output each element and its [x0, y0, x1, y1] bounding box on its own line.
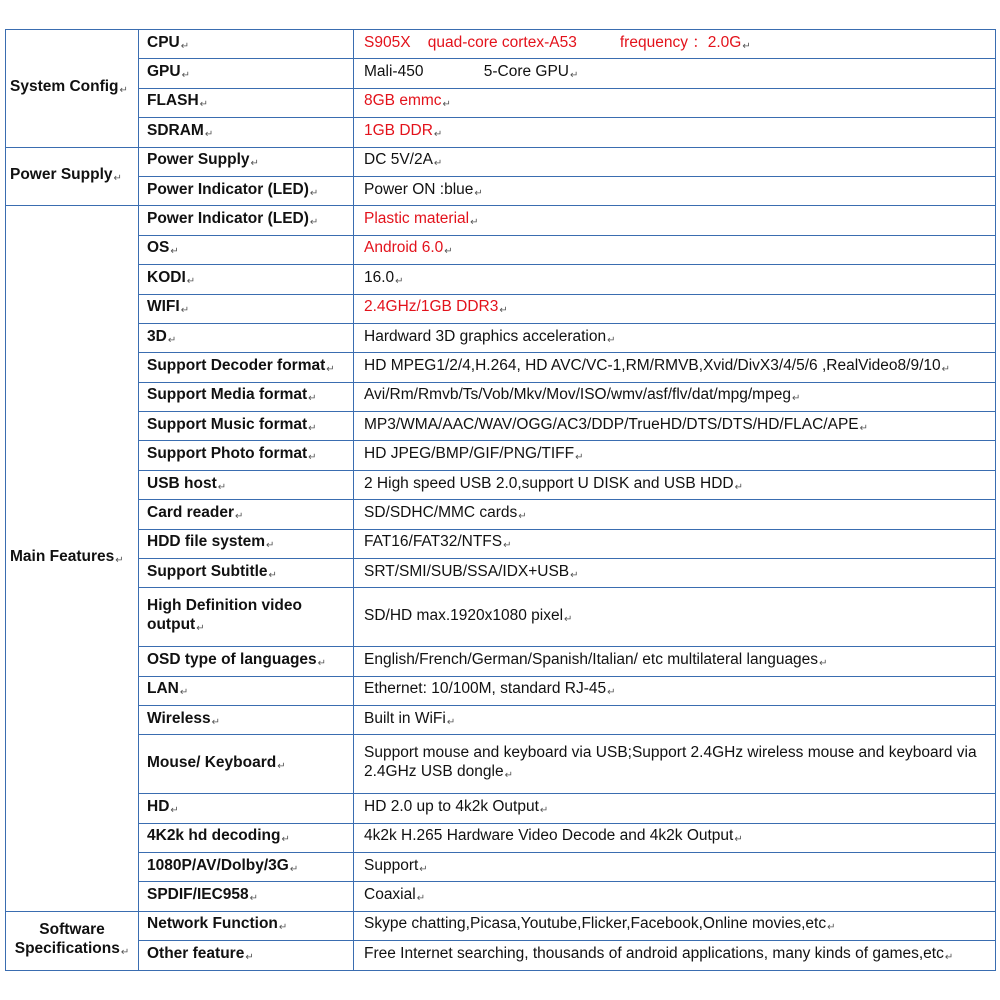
spec-value: Hardward 3D graphics acceleration	[364, 327, 607, 345]
section-category-label: System Config	[10, 77, 119, 95]
paragraph-mark-icon: ↵	[433, 128, 443, 140]
paragraph-mark-icon: ↵	[442, 99, 451, 111]
spec-label: Power Indicator (LED)	[147, 210, 309, 228]
paragraph-mark-icon: ↵	[416, 893, 426, 905]
paragraph-mark-icon: ↵	[504, 770, 513, 782]
paragraph-mark-icon: ↵	[245, 951, 254, 963]
section-category	[6, 206, 139, 911]
paragraph-mark-icon: ↵	[167, 334, 177, 346]
spec-value-cell	[354, 176, 996, 205]
paragraph-mark-icon: ↵	[607, 334, 616, 346]
paragraph-mark-icon: ↵	[308, 452, 317, 464]
spec-label-cell	[139, 353, 354, 382]
spec-value-cell	[354, 382, 996, 411]
spec-row	[6, 882, 996, 911]
spec-value: 16.0	[364, 268, 395, 286]
spec-value-cell	[354, 588, 996, 647]
spec-row	[6, 323, 996, 352]
spec-value: 8GB emmc	[364, 92, 442, 110]
spec-table	[5, 29, 996, 971]
spec-value-cell	[354, 147, 996, 176]
paragraph-mark-icon: ↵	[266, 540, 275, 552]
spec-label: Support Subtitle	[147, 562, 268, 580]
spec-value: Support mouse and keyboard via USB;Support 2.4GHz wireless mouse and keyboard via 2.4GHz USB dongle	[364, 744, 981, 781]
spec-label: OS	[147, 239, 170, 257]
spec-label: Power Supply	[147, 151, 250, 169]
spec-label: USB host	[147, 474, 217, 492]
spec-value-cell	[354, 941, 996, 970]
spec-value: HD 2.0 up to 4k2k Output	[364, 797, 539, 815]
paragraph-mark-icon: ↵	[503, 540, 512, 552]
paragraph-mark-icon: ↵	[564, 613, 573, 625]
spec-label: CPU	[147, 33, 180, 51]
spec-label-cell	[139, 88, 354, 117]
spec-label-cell	[139, 735, 354, 794]
paragraph-mark-icon: ↵	[575, 452, 584, 464]
spec-row	[6, 441, 996, 470]
spec-value: DC 5V/2A	[364, 151, 433, 169]
spec-row	[6, 235, 996, 264]
spec-label: Card reader	[147, 503, 235, 521]
spec-label-cell	[139, 59, 354, 88]
paragraph-mark-icon: ↵	[235, 510, 244, 522]
spec-label: Support Photo format	[147, 445, 308, 463]
paragraph-mark-icon: ↵	[941, 363, 951, 375]
paragraph-mark-icon: ↵	[317, 657, 327, 669]
spec-label-cell	[139, 852, 354, 881]
spec-row	[6, 265, 996, 294]
paragraph-mark-icon: ↵	[196, 623, 205, 635]
spec-label: SDRAM	[147, 121, 204, 139]
paragraph-mark-icon: ↵	[179, 687, 189, 699]
section-category	[6, 30, 139, 148]
paragraph-mark-icon: ↵	[446, 716, 456, 728]
spec-value: Power ON :blue	[364, 180, 474, 198]
spec-label-cell	[139, 794, 354, 823]
paragraph-mark-icon: ↵	[308, 422, 317, 434]
paragraph-mark-icon: ↵	[217, 481, 227, 493]
spec-value-cell	[354, 206, 996, 235]
spec-value-cell	[354, 235, 996, 264]
spec-label-cell	[139, 30, 354, 59]
spec-label-cell	[139, 412, 354, 441]
paragraph-mark-icon: ↵	[859, 422, 869, 434]
section-category-label: Power Supply	[10, 165, 113, 183]
paragraph-mark-icon: ↵	[734, 834, 743, 846]
spec-label: 1080P/AV/Dolby/3G	[147, 856, 289, 874]
spec-label-cell	[139, 470, 354, 499]
spec-value: 2 High speed USB 2.0,support U DISK and USB HDD	[364, 474, 734, 492]
spec-label-cell	[139, 882, 354, 911]
spec-value-cell	[354, 500, 996, 529]
spec-value: HD MPEG1/2/4,H.264, HD AVC/VC-1,RM/RMVB,Xvid/DivX3/4/5/6 ,RealVideo8/9/10	[364, 356, 941, 374]
spec-label: KODI	[147, 268, 186, 286]
spec-row	[6, 588, 996, 647]
paragraph-mark-icon: ↵	[199, 99, 209, 111]
spec-label-cell	[139, 382, 354, 411]
spec-value: FAT16/FAT32/NTFS	[364, 533, 503, 551]
spec-value-cell	[354, 353, 996, 382]
spec-value: 4k2k H.265 Hardware Video Decode and 4k2k Output	[364, 827, 734, 845]
spec-value: SD/SDHC/MMC cards	[364, 503, 518, 521]
paragraph-mark-icon: ↵	[944, 951, 954, 963]
spec-value-cell	[354, 441, 996, 470]
spec-value: S905X quad-core cortex-A53 frequency ：2.0G	[364, 33, 742, 51]
paragraph-mark-icon: ↵	[250, 158, 259, 170]
paragraph-mark-icon: ↵	[419, 863, 428, 875]
spec-label-cell	[139, 676, 354, 705]
spec-row	[6, 147, 996, 176]
spec-label-cell	[139, 588, 354, 647]
spec-value: HD JPEG/BMP/GIF/PNG/TIFF	[364, 445, 575, 463]
spec-label: WIFI	[147, 298, 180, 316]
spec-label-cell	[139, 823, 354, 852]
spec-value: Support	[364, 856, 419, 874]
spec-label-cell	[139, 941, 354, 970]
paragraph-mark-icon: ↵	[326, 363, 335, 375]
spec-value-cell	[354, 323, 996, 352]
spec-value: Ethernet: 10/100M, standard RJ-45	[364, 680, 607, 698]
section-category-label: Software Specifications	[14, 920, 120, 957]
paragraph-mark-icon: ↵	[470, 217, 479, 229]
spec-row	[6, 118, 996, 147]
spec-label-cell	[139, 118, 354, 147]
paragraph-mark-icon: ↵	[181, 70, 190, 82]
spec-value: Avi/Rm/Rmvb/Ts/Vob/Mkv/Mov/ISO/wmv/asf/flv/dat/mpg/mpeg	[364, 386, 791, 404]
spec-label: Power Indicator (LED)	[147, 180, 309, 198]
spec-value-cell	[354, 794, 996, 823]
section-category	[6, 147, 139, 206]
paragraph-mark-icon: ↵	[819, 657, 828, 669]
spec-label-cell	[139, 647, 354, 676]
section-category	[6, 911, 139, 970]
spec-row	[6, 911, 996, 940]
spec-label-cell	[139, 559, 354, 588]
spec-value-cell	[354, 529, 996, 558]
spec-label: Network Function	[147, 915, 278, 933]
spec-value-cell	[354, 30, 996, 59]
spec-row	[6, 559, 996, 588]
paragraph-mark-icon: ↵	[395, 275, 404, 287]
paragraph-mark-icon: ↵	[309, 187, 319, 199]
paragraph-mark-icon: ↵	[180, 305, 190, 317]
spec-value-cell	[354, 412, 996, 441]
paragraph-mark-icon: ↵	[499, 305, 508, 317]
spec-row	[6, 706, 996, 735]
spec-label: GPU	[147, 63, 181, 81]
spec-row	[6, 529, 996, 558]
paragraph-mark-icon: ↵	[570, 70, 579, 82]
spec-label: 4K2k hd decoding	[147, 827, 281, 845]
paragraph-mark-icon: ↵	[289, 863, 299, 875]
paragraph-mark-icon: ↵	[249, 893, 259, 905]
spec-value: 2.4GHz/1GB DDR3	[364, 298, 499, 316]
spec-row	[6, 176, 996, 205]
spec-value-cell	[354, 882, 996, 911]
paragraph-mark-icon: ↵	[308, 393, 317, 405]
spec-value: Free Internet searching, thousands of android applications, many kinds of games,etc	[364, 944, 944, 962]
spec-row	[6, 412, 996, 441]
spec-label-cell	[139, 529, 354, 558]
spec-label-cell	[139, 911, 354, 940]
spec-label: SPDIF/IEC958	[147, 886, 249, 904]
spec-value: MP3/WMA/AAC/WAV/OGG/AC3/DDP/TrueHD/DTS/DTS/HD/FLAC/APE	[364, 415, 859, 433]
spec-row	[6, 382, 996, 411]
spec-value-cell	[354, 59, 996, 88]
paragraph-mark-icon: ↵	[734, 481, 743, 493]
spec-value: Plastic material	[364, 210, 470, 228]
spec-value: SRT/SMI/SUB/SSA/IDX+USB	[364, 562, 570, 580]
paragraph-mark-icon: ↵	[119, 84, 128, 96]
spec-label: HDD file system	[147, 533, 266, 551]
spec-label-cell	[139, 176, 354, 205]
spec-value: Coaxial	[364, 886, 416, 904]
spec-label: Support Music format	[147, 415, 308, 433]
paragraph-mark-icon: ↵	[115, 555, 124, 567]
spec-row	[6, 30, 996, 59]
spec-value: SD/HD max.1920x1080 pixel	[364, 606, 564, 624]
spec-label: HD	[147, 797, 170, 815]
spec-row	[6, 353, 996, 382]
spec-label: Support Decoder format	[147, 356, 326, 374]
paragraph-mark-icon: ↵	[827, 922, 836, 934]
spec-row	[6, 206, 996, 235]
spec-label: Mouse/ Keyboard	[147, 753, 277, 771]
spec-table-body	[6, 30, 996, 971]
spec-row	[6, 941, 996, 970]
spec-label: Other feature	[147, 944, 245, 962]
spec-value-cell	[354, 470, 996, 499]
spec-value: Mali-450 5-Core GPU	[364, 63, 570, 81]
spec-row	[6, 470, 996, 499]
spec-value-cell	[354, 88, 996, 117]
paragraph-mark-icon: ↵	[120, 946, 130, 958]
paragraph-mark-icon: ↵	[444, 246, 453, 258]
paragraph-mark-icon: ↵	[309, 217, 319, 229]
spec-value-cell	[354, 294, 996, 323]
paragraph-mark-icon: ↵	[278, 922, 288, 934]
paragraph-mark-icon: ↵	[277, 760, 286, 772]
spec-label-cell	[139, 235, 354, 264]
paragraph-mark-icon: ↵	[113, 172, 122, 184]
spec-label: Wireless	[147, 709, 211, 727]
paragraph-mark-icon: ↵	[170, 804, 179, 816]
section-category-label: Main Features	[10, 548, 115, 566]
spec-value-cell	[354, 265, 996, 294]
spec-label: 3D	[147, 327, 167, 345]
spec-label-cell	[139, 441, 354, 470]
spec-row	[6, 88, 996, 117]
paragraph-mark-icon: ↵	[186, 275, 196, 287]
spec-label: LAN	[147, 680, 179, 698]
spec-label-cell	[139, 206, 354, 235]
spec-label: FLASH	[147, 92, 199, 110]
paragraph-mark-icon: ↵	[211, 716, 221, 728]
spec-row	[6, 676, 996, 705]
paragraph-mark-icon: ↵	[742, 40, 751, 52]
spec-value: English/French/German/Spanish/Italian/ etc multilateral languages	[364, 650, 819, 668]
spec-row	[6, 59, 996, 88]
spec-value-cell	[354, 735, 996, 794]
spec-row	[6, 294, 996, 323]
paragraph-mark-icon: ↵	[170, 246, 179, 258]
spec-value-cell	[354, 118, 996, 147]
spec-value: 1GB DDR	[364, 121, 433, 139]
paragraph-mark-icon: ↵	[281, 834, 290, 846]
spec-value-cell	[354, 823, 996, 852]
spec-value: Built in WiFi	[364, 709, 446, 727]
paragraph-mark-icon: ↵	[180, 40, 190, 52]
paragraph-mark-icon: ↵	[518, 510, 527, 522]
spec-label-cell	[139, 706, 354, 735]
spec-row	[6, 735, 996, 794]
spec-label-cell	[139, 323, 354, 352]
spec-label-cell	[139, 265, 354, 294]
spec-row	[6, 852, 996, 881]
spec-label-cell	[139, 147, 354, 176]
spec-label: High Definition video output	[147, 597, 302, 634]
paragraph-mark-icon: ↵	[268, 569, 277, 581]
spec-value-cell	[354, 852, 996, 881]
spec-value-cell	[354, 911, 996, 940]
paragraph-mark-icon: ↵	[474, 187, 483, 199]
paragraph-mark-icon: ↵	[433, 158, 443, 170]
paragraph-mark-icon: ↵	[570, 569, 579, 581]
spec-label-cell	[139, 294, 354, 323]
spec-value: Skype chatting,Picasa,Youtube,Flicker,Facebook,Online movies,etc	[364, 915, 827, 933]
spec-row	[6, 647, 996, 676]
spec-label-cell	[139, 500, 354, 529]
paragraph-mark-icon: ↵	[539, 804, 549, 816]
spec-value-cell	[354, 706, 996, 735]
spec-row	[6, 500, 996, 529]
spec-value-cell	[354, 559, 996, 588]
spec-value: Android 6.0	[364, 239, 444, 257]
spec-row	[6, 794, 996, 823]
spec-row	[6, 823, 996, 852]
paragraph-mark-icon: ↵	[791, 393, 801, 405]
spec-value-cell	[354, 676, 996, 705]
paragraph-mark-icon: ↵	[607, 687, 616, 699]
spec-label: Support Media format	[147, 386, 308, 404]
spec-label: OSD type of languages	[147, 650, 317, 668]
spec-value-cell	[354, 647, 996, 676]
paragraph-mark-icon: ↵	[204, 128, 214, 140]
